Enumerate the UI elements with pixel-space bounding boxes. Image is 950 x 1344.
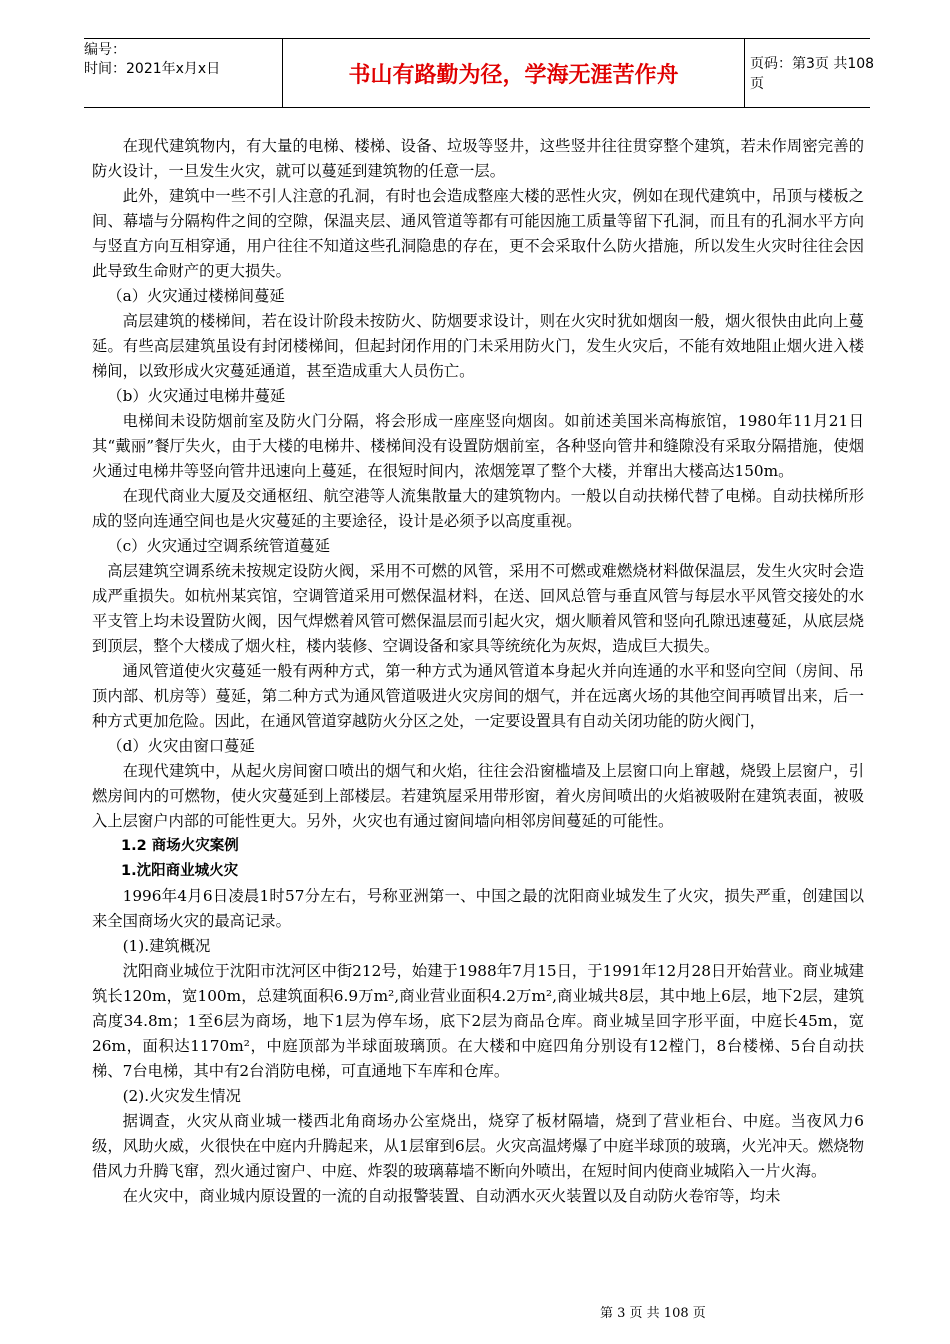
paragraph: 在现代建筑物内，有大量的电梯、楼梯、设备、垃圾等竖井，这些竖井往往贯穿整个建筑，若未作周密完善的防火设计，一旦发生火灾，就可以蔓延到建筑物的任意一层。 <box>92 137 864 180</box>
subheading: （b）火灾通过电梯井蔓延 <box>107 387 286 405</box>
subheading: （c）火灾通过空调系统管道蔓延 <box>107 537 331 555</box>
paragraph: 高层建筑空调系统未按规定设防火阀，采用不可燃的风管，采用不可燃或难燃烧材料做保温层，发生火灾时会造成严重损失。如杭州某宾馆，空调管道采用可燃保温材料，在送、回风总管与垂直风管与每层水平风管交接处的水平支管上均未设置防火阀，因气焊燃着风管可燃保温层而引起火灾，烟火顺着风管和竖向孔隙迅速蔓延，从底层烧到顶层，整个大楼成了烟火柱，楼内装修、空调设备和家具等统统化为灰烬，造成巨大损失。 <box>92 562 864 655</box>
paragraph: 沈阳商业城位于沈阳市沈河区中街212号，始建于1988年7月15日，于1991年12月28日开始营业。商业城建筑长120m，宽100m，总建筑面积6.9万m²,商业营业面积4.2万m²,商业城共8层，其中地上6层，地下2层，建筑高度34.8m；1至6层为商场，地下1层为停车场，底下2层为商品仓库。商业城呈回字形平面，中庭长45m，宽26m，面积达1170m²，中庭顶部为半球面玻璃顶。在大楼和中庭四角分别设有12樘门，8台楼梯、5台自动扶梯、7台电梯，其中有2台消防电梯，可直通地下车库和仓库。 <box>92 962 864 1080</box>
page-header <box>84 38 875 108</box>
paragraph: 在现代建筑中，从起火房间窗口喷出的烟气和火焰，往往会沿窗槛墙及上层窗口向上窜越，烧毁上层窗户，引燃房间内的可燃物，使火灾蔓延到上部楼层。若建筑屋采用带形窗，着火房间喷出的火焰被吸附在建筑表面，被吸入上层窗户内部的可能性更大。另外，火灾也有通过窗间墙向相邻房间蔓延的可能性。 <box>92 762 864 830</box>
paragraph: 通风管道使火灾蔓延一般有两种方式，第一种方式为通风管道本身起火并向连通的水平和竖向空间（房间、吊顶内部、机房等）蔓延，第二种方式为通风管道吸进火灾房间的烟气，并在远离火场的其他空间再喷冒出来，后一种方式更加危险。因此，在通风管道穿越防火分区之处，一定要设置具有自动关闭功能的防火阀门， <box>92 662 864 730</box>
subheading: （a）火灾通过楼梯间蔓延 <box>107 287 285 305</box>
paragraph: 1996年4月6日凌晨1时57分左右，号称亚洲第一、中国之最的沈阳商业城发生了火灾，损失严重，创建国以来全国商场火灾的最高记录。 <box>92 887 864 930</box>
paragraph: 在现代商业大厦及交通枢纽、航空港等人流集散量大的建筑物内。一般以自动扶梯代替了电梯。自动扶梯所形成的竖向连通空间也是火灾蔓延的主要途径，设计是必须予以高度重视。 <box>92 487 864 530</box>
section-heading: 1.沈阳商业城火灾 <box>121 863 239 879</box>
page-footer: 第 3 页 共 108 页 <box>600 1306 706 1321</box>
number-label: 编号： <box>84 42 126 58</box>
paragraph: 据调查，火灾从商业城一楼西北角商场办公室烧出，烧穿了板材隔墙，烧到了营业柜台、中庭。当夜风力6级，风助火威，火很快在中庭内升腾起来，从1层窜到6层。火灾高温烤爆了中庭半球顶的玻璃，火光冲天。燃烧物借风力升腾飞窜，烈火通过窗户、中庭、炸裂的玻璃幕墙不断向外喷出，在短时间内使商业城陷入一片火海。 <box>92 1112 864 1180</box>
paragraph: 在火灾中，商业城内原设置的一流的自动报警装置、自动洒水灭火装置以及自动防火卷帘等，均未 <box>122 1187 781 1205</box>
subheading: （d）火灾由窗口蔓延 <box>107 737 255 755</box>
paragraph: 高层建筑的楼梯间，若在设计阶段未按防火、防烟要求设计，则在火灾时犹如烟囱一般，烟火很快由此向上蔓延。有些高层建筑虽设有封闭楼梯间，但起封闭作用的门未采用防火门，发生火灾后，不能有效地阻止烟火进入楼梯间，以致形成火灾蔓延通道，甚至造成重大人员伤亡。 <box>92 312 864 380</box>
subheading: (1).建筑概况 <box>122 937 211 955</box>
subheading: (2).火灾发生情况 <box>122 1087 241 1105</box>
page-label: 页码：第3页 共108页 <box>750 56 875 92</box>
paragraph: 此外，建筑中一些不引人注意的孔洞，有时也会造成整座大楼的恶性火灾，例如在现代建筑中，吊顶与楼板之间、幕墙与分隔构件之间的空隙，保温夹层、通风管道等都有可能因施工质量等留下孔洞，而且有的孔洞水平方向与竖直方向互相穿通，用户往往不知道这些孔洞隐患的存在，更不会采取什么防火措施，所以发生火灾时往往会因此导致生命财产的更大损失。 <box>92 187 864 280</box>
header-meta <box>84 39 282 107</box>
paragraph: 电梯间未设防烟前室及防火门分隔，将会形成一座座竖向烟囱。如前述美国米高梅旅馆，1980年11月21日其“戴丽”餐厅失火，由于大楼的电梯井、楼梯间没有设置防烟前室，各种竖向管井和缝隙没有采取分隔措施，使烟火通过电梯井等竖向管井迅速向上蔓延，在很短时间内，浓烟笼罩了整个大楼，并窜出大楼高达150m。 <box>92 412 864 480</box>
section-heading: 1.2 商场火灾案例 <box>121 838 239 854</box>
header-motto: 书山有路勤为径，学海无涯苦作舟 <box>282 39 745 107</box>
time-label: 时间：2021年x月x日 <box>84 61 221 77</box>
document-body <box>92 134 864 1209</box>
